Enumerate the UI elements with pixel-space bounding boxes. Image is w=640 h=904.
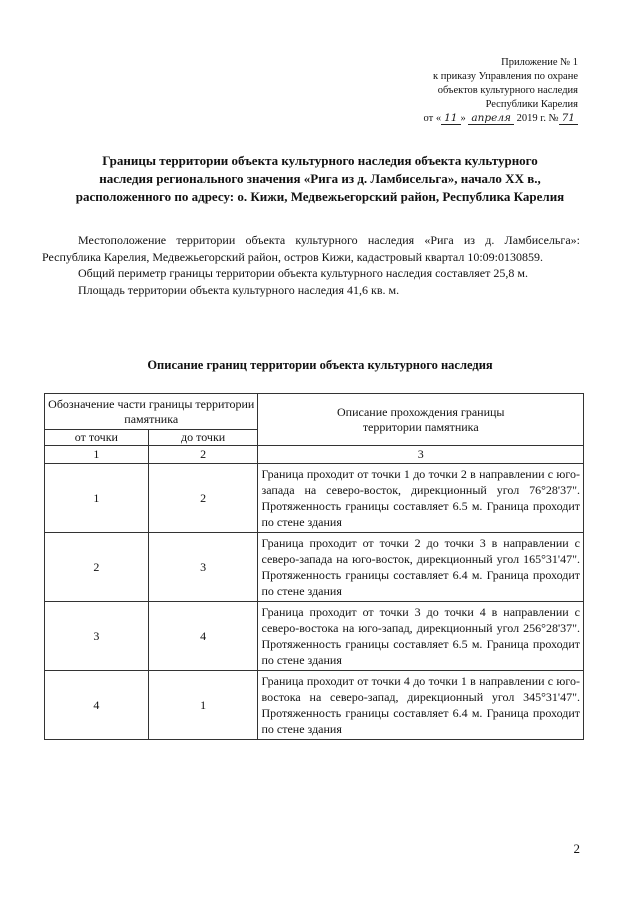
document-title: [40, 152, 600, 206]
location-text: Местоположение территории объекта культурного наследия «Рига из д. Ламбисельга»: Республика Карелия, Медвежьегорский район, остров Кижи, кадастровый квартал 10:09:0130859.: [42, 233, 580, 264]
table-row: [45, 671, 584, 740]
appendix-order-ref-3: Республики Карелия: [485, 99, 578, 110]
handwritten-month: апреля: [468, 112, 514, 125]
table-row: [45, 602, 584, 671]
table-row: [45, 533, 584, 602]
table-number-row: [45, 446, 584, 464]
row-to-point: 1: [148, 671, 258, 740]
appendix-order-ref: к приказу Управления по охране: [433, 71, 578, 82]
appendix-date-line: [424, 112, 578, 126]
title-line-3: расположенного по адресу: о. Кижи, Медвежьегорский район, Республика Карелия: [75, 189, 565, 204]
perimeter-text: Общий периметр границы территории объекта культурного наследия составляет 25,8 м.: [78, 266, 528, 280]
table-row: [45, 464, 584, 533]
header-from-cell: от точки: [45, 430, 149, 446]
area-paragraph: [42, 282, 580, 299]
handwritten-order-number: 71: [559, 112, 578, 125]
perimeter-paragraph: [42, 265, 580, 282]
date-mid: »: [460, 113, 469, 124]
header-desc-cell: Описание прохождения границы территории памятника: [258, 394, 584, 446]
appendix-header: [424, 56, 578, 126]
row-to-point: 2: [148, 464, 258, 533]
row-to-point: 4: [148, 602, 258, 671]
date-year: 2019 г. №: [513, 113, 559, 124]
area-text: Площадь территории объекта культурного наследия 41,6 кв. м.: [78, 282, 400, 297]
row-description: Граница проходит от точки 2 до точки 3 в направлении с северо-запада на юго-восток, дирекционный угол 165°31'47". Протяженность границы составляет 6.4 м. Граница проходит по стене здания: [258, 533, 584, 602]
handwritten-day: 11: [441, 112, 460, 125]
col-number-1: 1: [45, 446, 149, 464]
row-to-point: 3: [148, 533, 258, 602]
row-description: Граница проходит от точки 4 до точки 1 в направлении с юго-востока на северо-запад, дирекционный угол 345°31'47". Протяженность границы составляет 6.4 м. Граница проходит по стене здания: [258, 671, 584, 740]
row-description: Граница проходит от точки 1 до точки 2 в направлении с юго-запада на северо-восток, дирекционный угол 76°28'37". Протяженность границы составляет 6.5 м. Граница проходит по стене здания: [258, 464, 584, 533]
boundary-table: [44, 393, 584, 740]
row-from-point: 3: [45, 602, 149, 671]
row-from-point: 2: [45, 533, 149, 602]
row-description: Граница проходит от точки 3 до точки 4 в направлении с северо-востока на юго-запад, дирекционный угол 256°28'37". Протяженность границы составляет 6.5 м. Граница проходит по стене здания: [258, 602, 584, 671]
document-body: [42, 232, 580, 298]
table-header-row: [45, 394, 584, 430]
date-prefix: от «: [423, 113, 442, 124]
header-to-cell: до точки: [148, 430, 258, 446]
appendix-title: Приложение № 1: [501, 57, 578, 68]
col-number-2: 2: [148, 446, 258, 464]
col-number-3: 3: [258, 446, 584, 464]
title-line-1: Границы территории объекта культурного наследия объекта культурного: [102, 153, 538, 168]
table-caption: Описание границ территории объекта культурного наследия: [147, 358, 493, 372]
row-from-point: 4: [45, 671, 149, 740]
title-line-2: наследия регионального значения «Рига из д. Ламбисельга», начало XX в.,: [99, 171, 541, 186]
location-paragraph: [42, 232, 580, 265]
page-number: 2: [573, 841, 580, 856]
header-part-cell: Обозначение части границы территории памятника: [45, 394, 258, 430]
appendix-order-ref-2: объектов культурного наследия: [437, 85, 578, 96]
row-from-point: 1: [45, 464, 149, 533]
